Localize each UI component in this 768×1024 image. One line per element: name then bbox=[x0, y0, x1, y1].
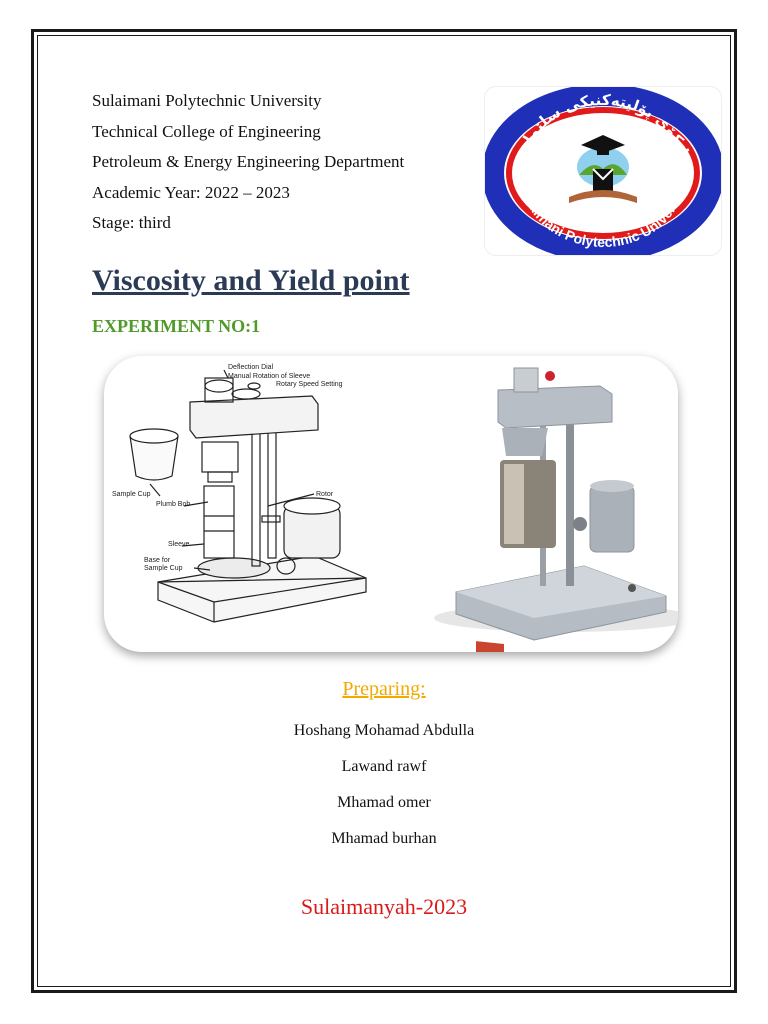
university-logo bbox=[484, 86, 722, 256]
author-list bbox=[0, 713, 768, 857]
stage: Stage: third bbox=[92, 213, 171, 232]
viscometer-figure bbox=[104, 356, 678, 652]
label-sleeve: Sleeve bbox=[168, 541, 190, 548]
author-name: Mhamad burhan bbox=[331, 830, 437, 847]
logo-top-text: زانكۆی پۆلیتەكنیكی سلێمانی bbox=[511, 90, 695, 166]
college-name: Technical College of Engineering bbox=[92, 121, 321, 141]
label-base-line2: Sample Cup bbox=[144, 565, 183, 572]
label-rotary-speed: Rotary Speed Setting bbox=[276, 381, 343, 388]
experiment-number: EXPERIMENT NO:1 bbox=[92, 316, 261, 336]
document-title: Viscosity and Yield point bbox=[92, 264, 410, 297]
author-name: Mhamad omer bbox=[337, 794, 431, 811]
label-plumb-bob: Plumb Bob bbox=[156, 501, 191, 508]
viscometer-illustration bbox=[104, 356, 678, 652]
viscometer-photo bbox=[434, 368, 678, 652]
academic-year: Academic Year: 2022 – 2023 bbox=[92, 182, 290, 202]
label-base-line1: Base for bbox=[144, 557, 171, 564]
institution-header bbox=[92, 86, 472, 239]
label-manual-rotation: Manual Rotation of Sleeve bbox=[228, 373, 311, 380]
label-deflection-dial: Deflection Dial bbox=[228, 364, 274, 371]
university-name: Sulaimani Polytechnic University bbox=[92, 91, 322, 110]
preparing-label: Preparing: bbox=[342, 678, 426, 700]
label-rotor: Rotor bbox=[316, 491, 334, 498]
label-sample-cup: Sample Cup bbox=[112, 491, 151, 498]
logo-bottom-text: Sulaimani Polytechnic University bbox=[518, 183, 688, 251]
place-and-year: Sulaimanyah-2023 bbox=[300, 894, 468, 919]
department-name: Petroleum & Energy Engineering Department bbox=[92, 152, 405, 171]
author-name: Hoshang Mohamad Abdulla bbox=[293, 722, 475, 739]
author-name: Lawand rawf bbox=[341, 758, 427, 775]
university-seal-icon bbox=[485, 87, 721, 255]
